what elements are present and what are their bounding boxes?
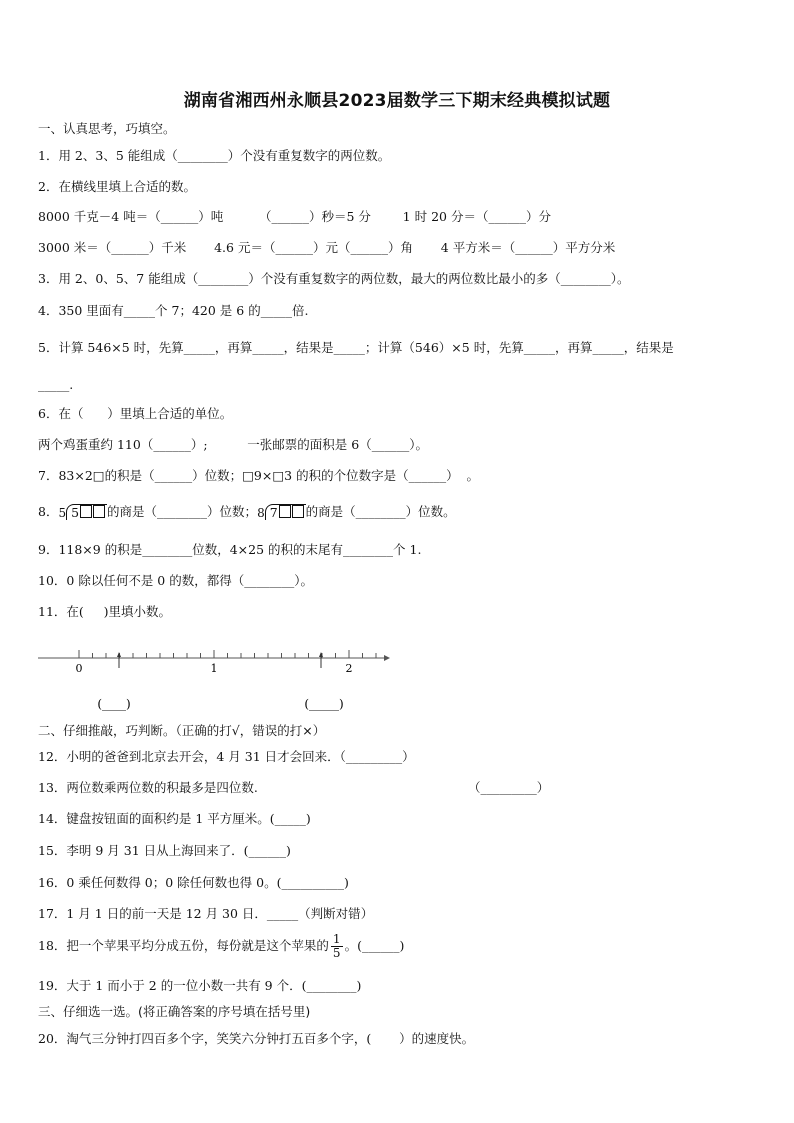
question-2-row-b: 3000 米＝（______）千米 4.6 元＝（______）元（______）角 4 平方米＝（______）平方分米: [38, 240, 616, 255]
question-6-row: 两个鸡蛋重约 110（______）; 一张邮票的面积是 6（______）。: [38, 437, 428, 452]
question-13-blank: （_________）: [468, 780, 550, 795]
number-line-arrow: [384, 655, 390, 661]
digit-box: [93, 505, 105, 518]
fraction-numerator: 1: [332, 932, 341, 946]
question-9: 9．118×9 的积是________位数，4×25 的积的末尾有________个 1.: [38, 542, 422, 557]
marker-arrow-1-head: [117, 652, 121, 657]
question-13: 13．两位数乘两位数的积最多是四位数.: [38, 780, 258, 795]
page-title: 湖南省湘西州永顺县2023届数学三下期末经典模拟试题: [183, 91, 611, 111]
question-8-part-2: 的商是（________）位数。: [305, 504, 456, 519]
long-division-1: [58, 504, 107, 522]
number-line: [38, 648, 398, 718]
question-18-suffix: 。(______): [344, 938, 405, 953]
dividend-2-digit: 7: [269, 504, 278, 520]
question-1: 1．用 2、3、5 能组成（________）个没有重复数字的两位数。: [38, 148, 391, 163]
question-11: 11．在( )里填小数。: [38, 604, 172, 619]
section-heading-fill-in: 一、认真思考，巧填空。: [38, 121, 176, 136]
question-5: 5．计算 546×5 时，先算_____，再算_____，结果是_____；计算（546）×5 时，先算_____，再算_____，结果是: [38, 340, 674, 355]
section-heading-judge: 二、仔细推敲，巧判断。（正确的打√，错误的打×）: [38, 723, 326, 738]
question-19: 19．大于 1 而小于 2 的一位小数一共有 9 个．(________): [38, 978, 362, 993]
question-2: 2．在横线里填上合适的数。: [38, 179, 196, 194]
question-8-part-1: 的商是（________）位数；: [107, 504, 258, 519]
question-6: 6．在（ ）里填上合适的单位。: [38, 406, 233, 421]
question-18-text: 18．把一个苹果平均分成五份，每份就是这个苹果的: [38, 938, 329, 953]
question-14: 14．键盘按钮面的面积约是 1 平方厘米。(_____): [38, 811, 311, 826]
digit-box: [292, 505, 304, 518]
question-16: 16．0 乘任何数得 0；0 除任何数也得 0。(__________): [38, 875, 349, 890]
divisor-2: 8: [257, 505, 265, 520]
number-line-label-2: 2: [345, 662, 353, 675]
dividend-2: [265, 504, 306, 520]
section-heading-choose: 三、仔细选一选。(将正确答案的序号填在括号里): [38, 1004, 311, 1019]
dividend-1: [66, 504, 107, 520]
question-8: [38, 503, 456, 522]
question-4: 4．350 里面有_____个 7；420 是 6 的_____倍.: [38, 303, 309, 318]
number-line-blank-2: (_____): [304, 697, 344, 711]
digit-box: [80, 505, 92, 518]
number-line-label-1: 1: [210, 662, 218, 675]
fraction-one-fifth: [331, 933, 343, 960]
digit-box: [279, 505, 291, 518]
number-line-ticks: [79, 650, 376, 658]
question-20: 20．淘气三分钟打四百多个字，笑笑六分钟打五百多个字，( ）的速度快。: [38, 1031, 475, 1046]
question-7: 7．83×2□的积是（______）位数；□9×□3 的积的个位数字是（______） 。: [38, 468, 480, 483]
long-division-2: [257, 504, 306, 522]
number-line-label-0: 0: [75, 662, 83, 675]
question-10: 10．0 除以任何不是 0 的数，都得（________）。: [38, 573, 313, 588]
question-12: 12．小明的爸爸到北京去开会，4 月 31 日才会回来．（_________）: [38, 749, 415, 764]
fraction-denominator: 5: [332, 946, 341, 960]
question-17: 17．1 月 1 日的前一天是 12 月 30 日．_____（判断对错）: [38, 906, 374, 921]
question-2-row-a: 8000 千克－4 吨＝（______）吨 （______）秒＝5 分 1 时 20 分＝（______）分: [38, 209, 551, 224]
question-18: [38, 933, 404, 960]
number-line-blank-1: (____): [97, 697, 131, 711]
question-15: 15．李明 9 月 31 日从上海回来了．(______): [38, 843, 291, 858]
question-8-prefix: 8．: [38, 504, 59, 519]
divisor-1: 5: [58, 505, 67, 520]
question-5-continued: _____.: [38, 377, 74, 392]
dividend-1-digit: 5: [71, 504, 80, 520]
question-3: 3．用 2、0、5、7 能组成（________）个没有重复数字的两位数，最大的两位数比最小的多（________）。: [38, 271, 630, 286]
